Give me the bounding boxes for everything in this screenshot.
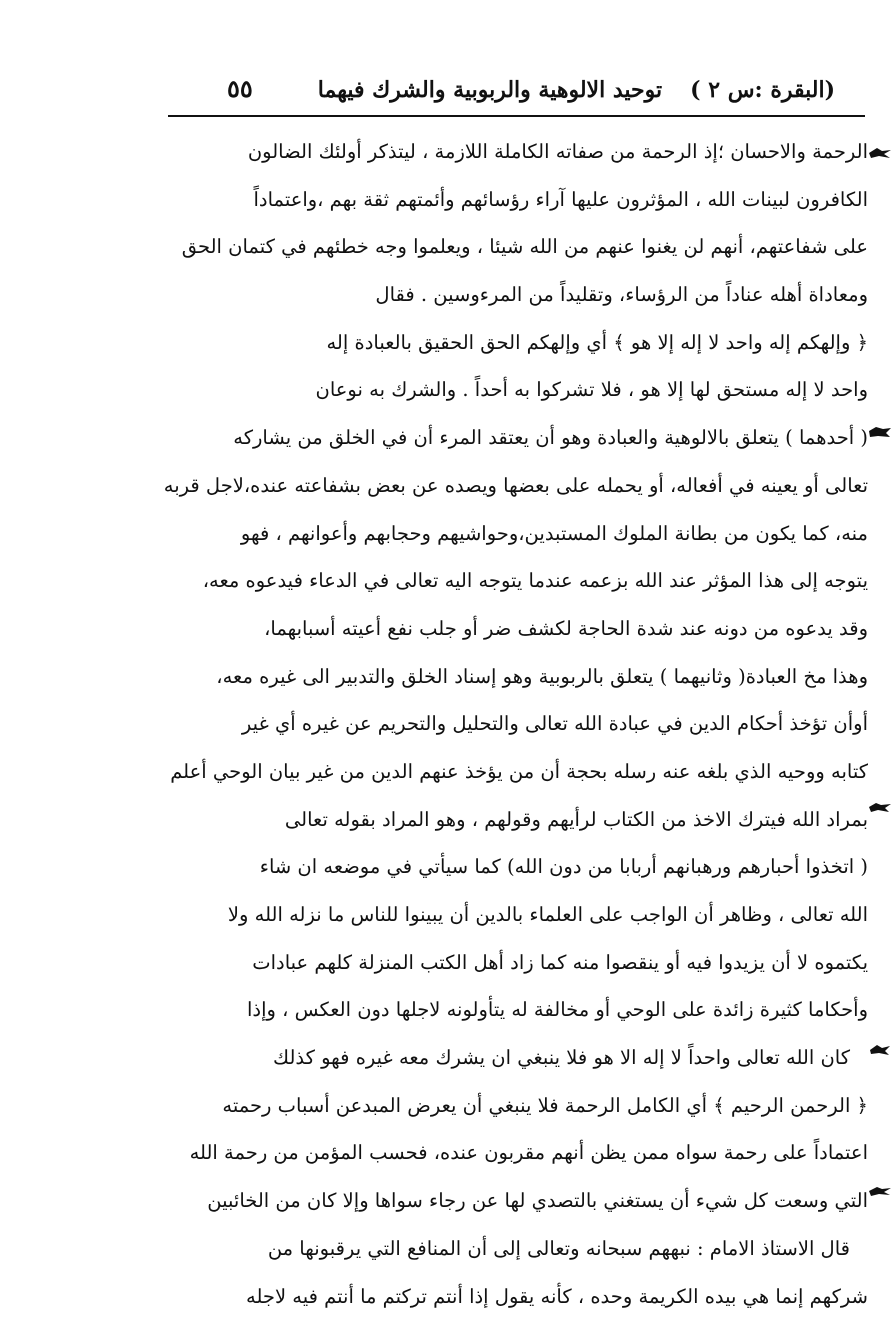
text-line: ﴿ وإلهكم إله واحد لا إله إلا هو ﴾ أي وإلهكم الحق الحقيق بالعبادة إله	[160, 319, 868, 367]
text-line: الكافرون لبينات الله ، المؤثرون عليها آراء رؤسائهم وأئمتهم ثقة بهم ،واعتماداً	[160, 176, 868, 224]
text-line: وهذا مخ العبادة( وثانيهما ) يتعلق بالربوبية وهو إسناد الخلق والتدبير الى غيره معه،	[160, 653, 868, 701]
text-line: ﴿ الرحمن الرحيم ﴾ أي الكامل الرحمة فلا ينبغي أن يعرض المبدعن أسباب رحمته	[160, 1082, 868, 1130]
text-line: كتابه ووحيه الذي بلغه عنه رسله بحجة أن من يؤخذ عنهم الدين من غير بيان الوحي أعلم	[160, 748, 868, 796]
text-line: ( أحدهما ) يتعلق بالالوهية والعبادة وهو أن يعتقد المرء أن في الخلق من يشاركه	[160, 414, 868, 462]
header-rule	[168, 115, 865, 117]
text-line: تعالى أو يعينه في أفعاله، أو يحمله على بعضها ويصده عن بعض بشفاعته عنده،لاجل قربه	[160, 462, 868, 510]
page-number: ٥٥	[227, 74, 253, 103]
text-line: يتوجه إلى هذا المؤثر عند الله بزعمه عندما يتوجه اليه تعالى في الدعاء فيدعوه معه،	[160, 557, 868, 605]
running-header	[205, 70, 835, 110]
text-line: التي وسعت كل شيء أن يستغني بالتصدي لها عن رجاء سواها وإلا كان من الخائبين	[160, 1177, 868, 1225]
text-line: كان الله تعالى واحداً لا إله الا هو فلا ينبغي ان يشرك معه غيره فهو كذلك	[160, 1034, 868, 1082]
ink-blot-icon	[868, 146, 892, 160]
text-line: الرحمة والاحسان ؛إذ الرحمة من صفاته الكاملة اللازمة ، ليتذكر أولئك الضالون	[160, 128, 868, 176]
text-line: على شفاعتهم، أنهم لن يغنوا عنهم من الله شيئا ، ويعلموا وجه خطئهم في كتمان الحق	[160, 223, 868, 271]
text-line: يكتموه لا أن يزيدوا فيه أو ينقصوا منه كما زاد أهل الكتب المنزلة كلهم عبادات	[160, 939, 868, 987]
ink-blot-icon	[868, 1043, 892, 1057]
text-line: واحد لا إله مستحق لها إلا هو ، فلا تشركوا به أحداً . والشرك به نوعان	[160, 366, 868, 414]
ink-blot-icon	[868, 800, 892, 814]
ink-blot-icon	[868, 425, 892, 439]
text-line: منه، كما يكون من بطانة الملوك المستبدين،وحواشيهم وحجابهم وأعوانهم ، فهو	[160, 510, 868, 558]
text-line: الله تعالى ، وظاهر أن الواجب على العلماء بالدين أن يبينوا للناس ما نزله الله ولا	[160, 891, 868, 939]
text-line: شركهم إنما هي بيده الكريمة وحده ، كأنه يقول إذا أنتم تركتم ما أنتم فيه لاجله	[160, 1273, 868, 1320]
text-line: بمراد الله فيترك الاخذ من الكتاب لرأيهم وقولهم ، وهو المراد بقوله تعالى	[160, 796, 868, 844]
text-line: وقد يدعوه من دونه عند شدة الحاجة لكشف ضر أو جلب نفع أعيته أسبابهما،	[160, 605, 868, 653]
text-line: اعتماداً على رحمة سواه ممن يظن أنهم مقربون عنده، فحسب المؤمن من رحمة الله	[160, 1129, 868, 1177]
text-line: قال الاستاذ الامام : نبههم سبحانه وتعالى إلى أن المنافع التي يرقبونها من	[160, 1225, 868, 1273]
text-line: ومعاداة أهله عناداً من الرؤساء، وتقليداً من المرءوسين . فقال	[160, 271, 868, 319]
ink-blot-icon	[868, 1184, 892, 1198]
text-line: أوأن تؤخذ أحكام الدين في عبادة الله تعالى والتحليل والتحريم عن غيره أي غير	[160, 700, 868, 748]
text-line: وأحكاما كثيرة زائدة على الوحي أو مخالفة له يتأولونه لاجلها دون العكس ، وإذا	[160, 986, 868, 1034]
body-text	[160, 128, 868, 1320]
section-title: توحيد الالوهية والربوبية والشرك فيهما	[205, 77, 662, 103]
text-line: ( اتخذوا أحبارهم ورهبانهم أربابا من دون الله) كما سيأتي في موضعه ان شاء	[160, 843, 868, 891]
chapter-reference: (البقرة :س ٢ )	[690, 77, 835, 103]
